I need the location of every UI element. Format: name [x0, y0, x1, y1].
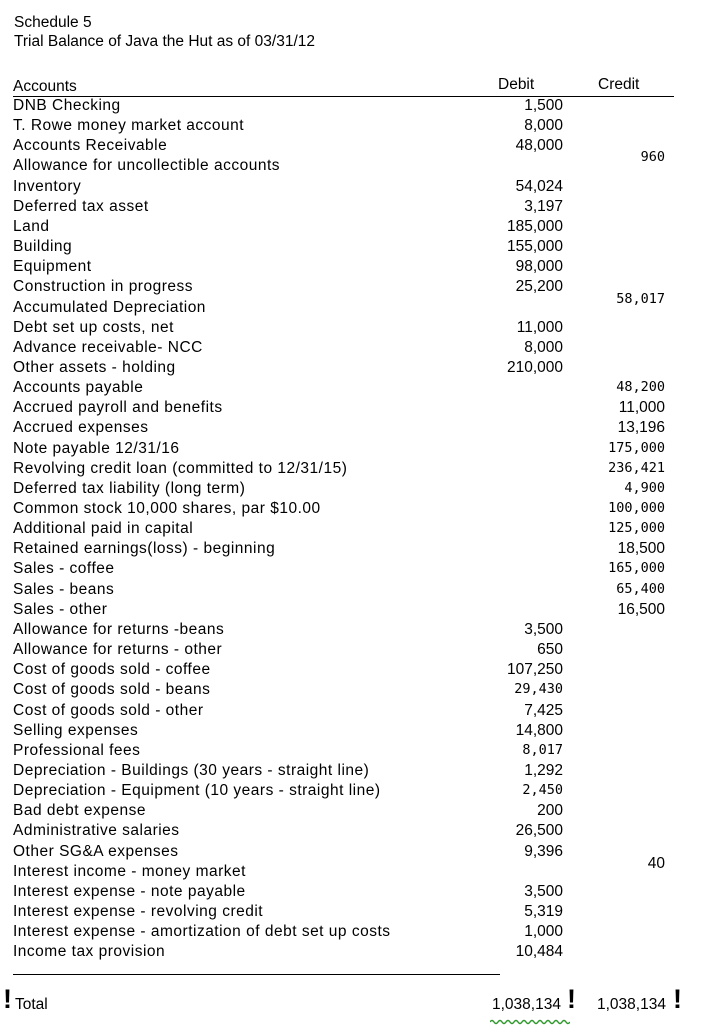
debit-value: 107,250 — [506, 661, 563, 679]
account-name: DNB Checking — [13, 97, 121, 114]
table-row — [0, 802, 702, 822]
table-row — [0, 520, 702, 540]
account-name: Inventory — [13, 177, 82, 195]
account-name: Advance receivable- NCC — [13, 338, 203, 356]
schedule-label: Schedule 5 — [14, 14, 92, 31]
account-name: Sales - coffee — [13, 560, 115, 578]
credit-value: 125,000 — [608, 520, 665, 537]
spellcheck-squiggle — [490, 1019, 570, 1025]
credit-value: 165,000 — [608, 560, 665, 577]
debit-value: 26,500 — [515, 822, 563, 840]
debit-value: 3,500 — [524, 882, 563, 900]
debit-value: 25,200 — [515, 278, 563, 296]
account-name: Accrued payroll and benefits — [13, 399, 223, 417]
table-row — [0, 198, 702, 218]
table-row — [0, 500, 702, 520]
credit-value: 13,196 — [617, 419, 665, 437]
debit-value: 210,000 — [506, 358, 563, 376]
debit-value: 1,500 — [524, 97, 563, 114]
account-name: Interest expense - revolving credit — [13, 903, 264, 920]
account-name: Other assets - holding — [13, 358, 176, 376]
debit-value: 11,000 — [516, 318, 563, 336]
account-name: Cost of goods sold - other — [13, 701, 204, 719]
account-name: Allowance for returns - other — [13, 641, 223, 659]
table-row — [0, 661, 702, 681]
total-debit-value: 1,038,134 — [492, 996, 561, 1013]
table-row — [0, 854, 702, 883]
account-name: T. Rowe money market account — [13, 117, 245, 135]
debit-value: 8,000 — [524, 117, 563, 135]
table-row — [0, 278, 702, 298]
debit-value: 14,800 — [515, 721, 563, 739]
table-row — [0, 117, 702, 137]
table-row — [0, 440, 702, 460]
debit-value: 29,430 — [514, 681, 563, 698]
account-name: Deferred tax liability (long term) — [13, 479, 246, 497]
page-title: Trial Balance of Java the Hut as of 03/31/12 — [14, 33, 315, 50]
account-name: Equipment — [13, 258, 92, 276]
credit-value: 58,017 — [616, 290, 665, 307]
credit-value: 4,900 — [624, 479, 665, 496]
table-row — [0, 218, 702, 238]
debit-value: 185,000 — [506, 217, 563, 235]
table-row — [0, 379, 702, 399]
account-name: Interest expense - amortization of debt set up costs — [13, 923, 391, 941]
table-row — [0, 238, 702, 258]
account-name: Cost of goods sold - coffee — [13, 661, 211, 679]
account-name: Depreciation - Buildings (30 years - straight line) — [13, 761, 370, 779]
table-row — [0, 419, 702, 439]
total-credit-value: 1,038,134 — [597, 996, 666, 1013]
debit-value: 10,484 — [515, 943, 563, 961]
table-row — [0, 883, 702, 903]
account-name: Accrued expenses — [13, 419, 149, 437]
table-row — [0, 681, 702, 701]
account-name: Allowance for uncollectible accounts — [13, 157, 280, 175]
table-row — [0, 762, 702, 782]
account-name: Construction in progress — [13, 278, 193, 296]
account-name: Retained earnings(loss) - beginning — [13, 540, 276, 558]
table-row — [0, 621, 702, 641]
debit-value: 54,024 — [515, 177, 563, 195]
table-row — [0, 359, 702, 379]
credit-value: 40 — [647, 854, 665, 872]
credit-value: 100,000 — [608, 500, 665, 516]
table-row — [0, 480, 702, 500]
debit-value: 5,319 — [524, 903, 563, 920]
debit-value: 200 — [537, 802, 563, 820]
table-row — [0, 258, 702, 278]
table-row — [0, 782, 702, 802]
account-name: Building — [13, 238, 73, 256]
table-row — [0, 290, 702, 319]
table-row — [0, 540, 702, 560]
debit-value: 7,425 — [524, 701, 563, 719]
credit-value: 65,400 — [616, 580, 665, 597]
debit-value: 155,000 — [506, 238, 563, 256]
debit-value: 1,292 — [524, 761, 563, 779]
table-row — [0, 581, 702, 601]
credit-value: 175,000 — [608, 439, 665, 456]
table-row — [0, 137, 702, 157]
account-name: Interest income - money market — [13, 862, 246, 880]
debit-value: 98,000 — [515, 258, 563, 276]
account-name: Bad debt expense — [13, 802, 146, 820]
table-row — [0, 399, 702, 419]
account-name: Accounts Receivable — [13, 137, 168, 155]
account-name: Professional fees — [13, 741, 141, 759]
total-warning-mark-left: ! — [3, 984, 12, 1014]
account-name: Other SG&A expenses — [13, 842, 179, 860]
total-label: Total — [15, 996, 48, 1013]
account-name: Revolving credit loan (committed to 12/31/15) — [13, 459, 348, 477]
account-name: Debt set up costs, net — [13, 318, 174, 336]
total-row — [0, 984, 702, 1018]
table-row — [0, 319, 702, 339]
debit-value: 3,500 — [524, 620, 563, 638]
account-name: Depreciation - Equipment (10 years - straight line) — [13, 782, 381, 800]
account-name: Sales - other — [13, 600, 108, 618]
table-row — [0, 843, 702, 863]
debit-column-header: Debit — [498, 76, 535, 93]
account-name: Selling expenses — [13, 721, 139, 739]
account-name: Income tax provision — [13, 943, 166, 961]
table-row — [0, 149, 702, 177]
table-row — [0, 339, 702, 359]
table-row — [0, 601, 702, 621]
credit-value: 18,500 — [617, 540, 665, 558]
accounts-column-header: Accounts — [13, 78, 77, 95]
account-name: Note payable 12/31/16 — [13, 439, 180, 457]
debit-value: 3,197 — [524, 197, 563, 215]
total-rule — [13, 974, 500, 975]
debit-value: 9,396 — [524, 842, 563, 860]
table-row — [0, 923, 702, 943]
table-row — [0, 822, 702, 842]
account-name: Interest expense - note payable — [13, 882, 246, 900]
table-row — [0, 722, 702, 742]
credit-column-header: Credit — [598, 76, 640, 93]
table-row — [0, 460, 702, 480]
credit-value: 48,200 — [616, 379, 665, 396]
account-name: Land — [13, 217, 50, 235]
table-row — [0, 560, 702, 580]
table-row — [0, 641, 702, 661]
table-row — [0, 742, 702, 762]
credit-value: 16,500 — [617, 600, 665, 618]
table-row — [0, 903, 702, 923]
account-name: Accumulated Depreciation — [13, 298, 206, 316]
credit-value: 236,421 — [608, 459, 665, 476]
credit-value: 11,000 — [618, 399, 665, 417]
account-name: Additional paid in capital — [13, 520, 194, 538]
debit-value: 2,450 — [522, 782, 563, 799]
table-row — [0, 97, 702, 117]
debit-value: 8,017 — [522, 741, 563, 758]
debit-value: 650 — [537, 641, 563, 659]
account-name: Deferred tax asset — [13, 197, 149, 215]
credit-value: 960 — [640, 149, 665, 166]
account-name: Administrative salaries — [13, 822, 180, 840]
account-name: Common stock 10,000 shares, par $10.00 — [13, 500, 321, 517]
table-row — [0, 943, 702, 963]
account-name: Accounts payable — [13, 379, 144, 397]
total-warning-mark-credit: ! — [673, 984, 682, 1014]
debit-value: 8,000 — [524, 338, 563, 356]
debit-value: 48,000 — [515, 137, 563, 155]
table-row — [0, 702, 702, 722]
account-name: Sales - beans — [13, 580, 115, 598]
total-warning-mark-debit: ! — [567, 984, 576, 1014]
debit-value: 1,000 — [524, 923, 563, 941]
account-name: Allowance for returns -beans — [13, 620, 225, 638]
account-name: Cost of goods sold - beans — [13, 681, 211, 699]
table-row — [0, 178, 702, 198]
